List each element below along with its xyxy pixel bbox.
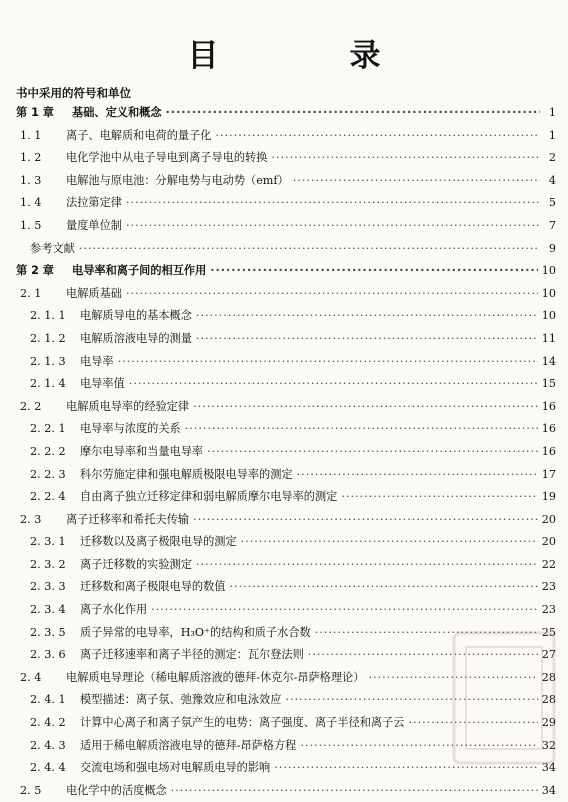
entry-title: 电解质基础	[66, 286, 122, 300]
entry-title: 模型描述：离子氛、弛豫效应和电泳效应	[80, 693, 282, 707]
entry-number: 2. 3. 4	[30, 603, 66, 617]
toc-section-entry[interactable]	[16, 509, 556, 532]
entry-page-number: 1	[548, 128, 556, 142]
entry-number: 2. 1. 3	[30, 354, 66, 368]
entry-page-number: 29	[541, 716, 556, 730]
entry-number: 2. 3. 3	[30, 580, 66, 594]
entry-number: 第 2 章	[16, 264, 54, 278]
entry-page-number: 25	[541, 625, 556, 639]
entry-number: 2. 3. 1	[30, 535, 66, 549]
toc-chapter-entry[interactable]	[16, 260, 556, 283]
dot-leader	[185, 418, 538, 441]
entry-number: 2. 3. 2	[30, 557, 66, 571]
entry-page-number: 28	[541, 670, 556, 684]
dot-leader	[196, 328, 538, 351]
dot-leader	[271, 147, 540, 170]
toc-section-entry[interactable]	[16, 576, 556, 599]
entry-title: 离子水化作用	[80, 603, 148, 617]
entry-title: 离子、电解质和电荷的量子化	[66, 128, 212, 142]
entry-title: 电化学中的活度概念	[66, 783, 167, 797]
entry-title: 迁移数以及离子极限电导的测定	[80, 535, 237, 549]
toc-section-entry[interactable]	[16, 215, 556, 238]
entry-title: 电解质溶液电导的测量	[80, 331, 192, 345]
entry-title: 电导率	[80, 354, 114, 368]
dot-leader	[129, 373, 538, 396]
entry-number: 2. 2. 3	[30, 467, 66, 481]
entry-number: 2. 1. 2	[30, 331, 66, 345]
dot-leader	[79, 238, 540, 261]
entry-title: 适用于稀电解质溶液电导的德拜-昂萨格方程	[80, 738, 297, 752]
entry-title: 迁移数和离子极限电导的数值	[80, 580, 226, 594]
entry-number: 1. 3	[20, 173, 42, 187]
dot-leader	[207, 441, 538, 464]
dot-leader	[193, 509, 538, 532]
entry-page-number: 4	[548, 173, 556, 187]
entry-number: 2. 3. 6	[30, 648, 66, 662]
entry-number: 2. 4. 3	[30, 738, 66, 752]
entry-page-number: 32	[541, 738, 556, 752]
dot-leader	[166, 102, 540, 125]
entry-title: 离子迁移率和希托夫传输	[66, 512, 190, 526]
dot-leader	[196, 305, 538, 328]
entry-title: 科尔劳施定律和强电解质极限电导率的测定	[80, 467, 293, 481]
toc-chapter-entry[interactable]	[16, 102, 556, 125]
page-title: 目 录	[187, 38, 431, 74]
entry-page-number: 17	[541, 467, 556, 481]
entry-title: 电导率和离子间的相互作用	[72, 264, 207, 278]
entry-page-number: 27	[541, 648, 556, 662]
entry-title: 电解质电导率的经验定律	[66, 399, 190, 413]
dot-leader	[196, 554, 538, 577]
entry-number: 2. 1. 1	[30, 309, 66, 323]
entry-page-number: 23	[541, 603, 556, 617]
dot-leader	[229, 576, 537, 599]
entry-number: 2. 4. 4	[30, 761, 66, 775]
toc-section-entry[interactable]	[16, 486, 556, 509]
toc-section-entry[interactable]	[16, 283, 556, 306]
entry-page-number: 20	[541, 512, 556, 526]
entry-title: 交流电场和强电场对电解质电导的影响	[80, 761, 271, 775]
entry-page-number: 23	[541, 580, 556, 594]
dot-leader	[215, 125, 540, 148]
entry-page-number: 34	[541, 761, 556, 775]
entry-number: 第 1 章	[16, 106, 54, 119]
entry-page-number: 14	[541, 354, 556, 368]
dot-leader	[126, 283, 538, 306]
entry-page-number: 34	[541, 783, 556, 797]
dot-leader	[241, 531, 538, 554]
toc-section-entry[interactable]	[16, 554, 556, 577]
entry-number: 1. 2	[20, 151, 42, 165]
entry-title: 计算中心离子和离子氛产生的电势：离子强度、离子半径和离子云	[80, 716, 405, 730]
entry-title: 参考文献	[30, 241, 75, 255]
entry-page-number: 19	[541, 490, 556, 504]
entry-number: 2. 2	[20, 399, 42, 413]
toc-section-entry[interactable]	[16, 351, 556, 374]
entry-page-number: 28	[541, 693, 556, 707]
dot-leader	[126, 192, 540, 215]
entry-title: 电解质导电的基本概念	[80, 309, 192, 323]
entry-title: 法拉第定律	[66, 196, 122, 210]
entry-page-number: 10	[541, 264, 556, 278]
entry-page-number: 16	[541, 399, 556, 413]
entry-number: 2. 2. 2	[30, 444, 66, 458]
entry-page-number: 7	[548, 218, 556, 232]
entry-number: 1. 5	[20, 218, 42, 232]
entry-title: 离子迁移速率和离子半径的测定：瓦尔登法则	[80, 648, 304, 662]
front-matter-entry[interactable]: 书中采用的符号和单位	[16, 86, 131, 100]
toc-section-entry[interactable]	[16, 418, 556, 441]
entry-title: 量度单位制	[66, 218, 122, 232]
entry-page-number: 16	[541, 444, 556, 458]
entry-title: 电解质电导理论（稀电解质溶液的德拜-休克尔-昂萨格理论）	[66, 670, 365, 684]
dot-leader	[126, 215, 540, 238]
toc-section-entry[interactable]	[16, 305, 556, 328]
toc-section-entry[interactable]	[16, 531, 556, 554]
entry-number: 2. 4. 1	[30, 693, 66, 707]
entry-title: 质子异常的电导率，H₃O⁺的结构和质子水合数	[80, 625, 311, 639]
entry-page-number: 10	[541, 309, 556, 323]
dot-leader	[193, 396, 538, 419]
entry-page-number: 1	[548, 106, 556, 119]
toc-section-entry[interactable]	[16, 396, 556, 419]
entry-title: 摩尔电导率和当量电导率	[80, 444, 204, 458]
entry-number: 2. 3. 5	[30, 625, 66, 639]
entry-number: 1. 1	[20, 128, 42, 142]
entry-number: 2. 1	[20, 286, 42, 300]
library-stamp-watermark	[444, 623, 564, 773]
entry-page-number: 5	[548, 196, 556, 210]
entry-page-number: 20	[541, 535, 556, 549]
entry-page-number: 9	[548, 241, 556, 255]
dot-leader	[118, 351, 538, 374]
dot-leader	[297, 464, 538, 487]
toc-section-entry[interactable]	[16, 599, 556, 622]
toc-references-entry[interactable]	[16, 238, 556, 261]
toc-section-entry[interactable]	[16, 147, 556, 170]
entry-page-number: 2	[548, 151, 556, 165]
entry-number: 2. 2. 1	[30, 422, 66, 436]
entry-title: 自由离子独立迁移定律和弱电解质摩尔电导率的测定	[80, 490, 338, 504]
dot-leader	[210, 260, 537, 283]
entry-title: 电化学池中从电子导电到离子导电的转换	[66, 151, 268, 165]
entry-number: 2. 5	[20, 783, 42, 797]
entry-page-number: 15	[541, 377, 556, 391]
entry-page-number: 11	[541, 331, 556, 345]
entry-page-number: 10	[541, 286, 556, 300]
entry-number: 2. 4. 2	[30, 716, 66, 730]
entry-number: 2. 4	[20, 670, 42, 684]
entry-title: 电导率值	[80, 377, 125, 391]
dot-leader	[151, 599, 538, 622]
dot-leader	[341, 486, 537, 509]
toc-section-entry[interactable]	[16, 192, 556, 215]
toc-section-entry[interactable]	[16, 441, 556, 464]
entry-number: 2. 1. 4	[30, 377, 66, 391]
entry-number: 2. 3	[20, 512, 42, 526]
toc-section-entry[interactable]	[16, 170, 556, 193]
entry-title: 基础、定义和概念	[72, 106, 162, 119]
entry-number: 2. 2. 4	[30, 490, 66, 504]
entry-title: 电解池与原电池：分解电势与电动势（emf）	[66, 173, 289, 187]
toc-section-entry[interactable]	[16, 125, 556, 148]
toc-section-entry[interactable]	[16, 464, 556, 487]
entry-title: 离子迁移数的实验测定	[80, 557, 192, 571]
entry-page-number: 16	[541, 422, 556, 436]
entry-page-number: 22	[541, 557, 556, 571]
dot-leader	[293, 170, 540, 193]
entry-number: 1. 4	[20, 196, 42, 210]
entry-title: 电导率与浓度的关系	[80, 422, 181, 436]
toc-section-entry[interactable]	[16, 373, 556, 396]
toc-section-entry[interactable]	[16, 328, 556, 351]
toc-section-entry[interactable]	[16, 780, 556, 802]
dot-leader	[171, 780, 538, 802]
